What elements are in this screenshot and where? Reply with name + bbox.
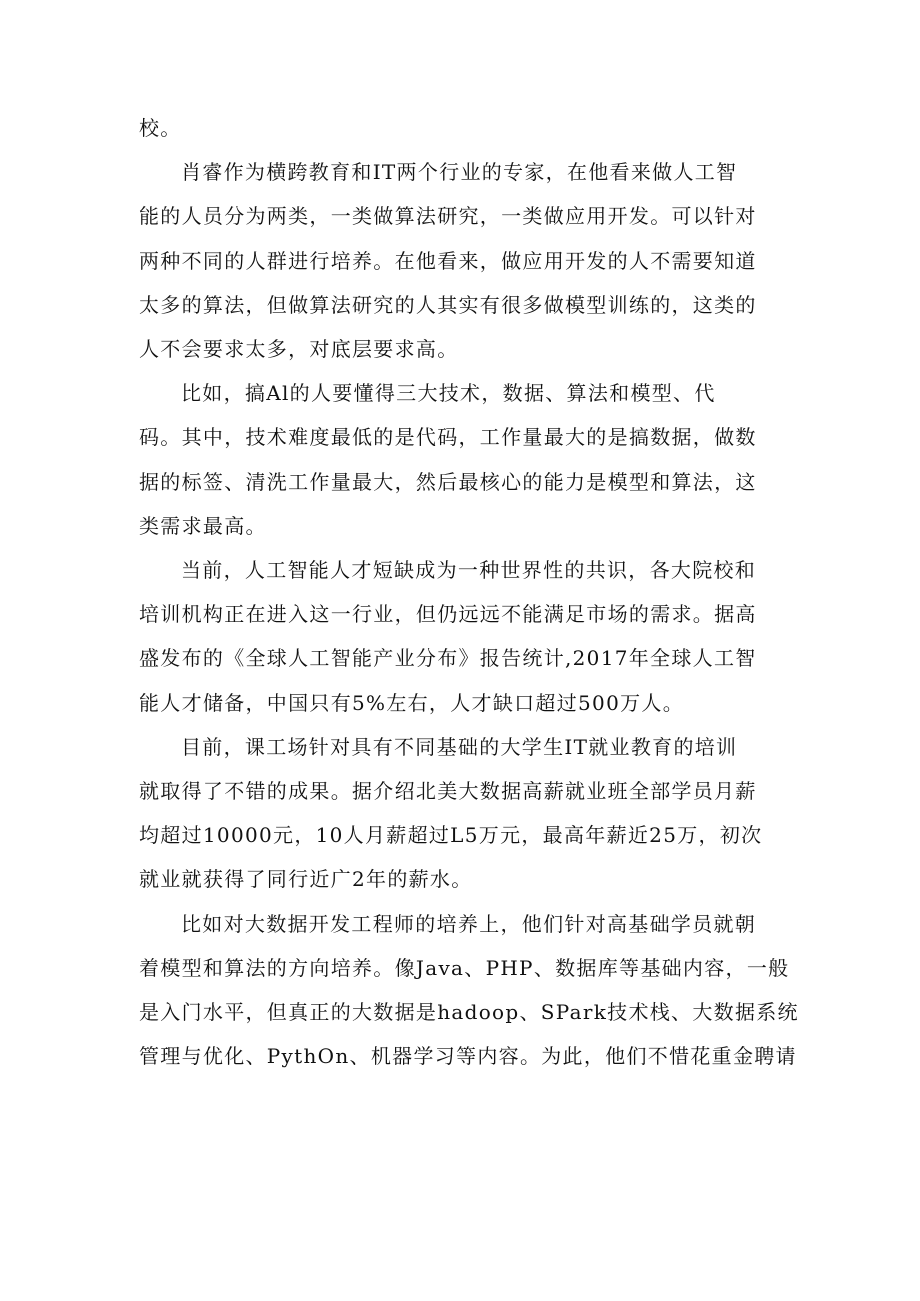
text-line: 就取得了不错的成果。据介绍北美大数据高薪就业班全部学员月薪 bbox=[139, 779, 757, 804]
text-line: 人不会要求太多，对底层要求高。 bbox=[139, 337, 459, 362]
text-line: 肖睿作为横跨教育和IT两个行业的专家，在他看来做人工智 bbox=[181, 160, 738, 185]
text-line: 比如，搞Al的人要懂得三大技术，数据、算法和模型、代 bbox=[181, 381, 716, 406]
text-line: 两种不同的人群进行培养。在他看来，做应用开发的人不需要知道 bbox=[139, 248, 757, 273]
paragraph bbox=[139, 725, 781, 902]
text-line: 能人才储备，中国只有5%左右，人才缺口超过500万人。 bbox=[139, 690, 685, 715]
paragraph bbox=[139, 150, 781, 371]
text-line: 码。其中，技术难度最低的是代码，工作量最大的是搞数据，做数 bbox=[139, 425, 757, 450]
text-line: 均超过10000元，10人月薪超过L5万元，最高年薪近25万，初次 bbox=[139, 823, 763, 848]
text-line: 类需求最高。 bbox=[139, 513, 267, 538]
document-body bbox=[139, 106, 799, 1078]
text-line: 培训机构正在进入这一行业，但仍远远不能满足市场的需求。据高 bbox=[139, 602, 757, 627]
text-line: 当前，人工智能人才短缺成为一种世界性的共识，各大院校和 bbox=[181, 558, 757, 583]
text-line: 据的标签、清洗工作量最大，然后最核心的能力是模型和算法，这 bbox=[139, 469, 757, 494]
paragraph bbox=[139, 548, 781, 725]
text-line: 着模型和算法的方向培养。像Java、PHP、数据库等基础内容，一般 bbox=[139, 955, 790, 980]
paragraph bbox=[139, 106, 781, 150]
text-line: 能的人员分为两类，一类做算法研究，一类做应用开发。可以针对 bbox=[139, 204, 757, 229]
paragraph bbox=[139, 902, 799, 1079]
text-line: 校。 bbox=[139, 116, 182, 140]
text-line: 比如对大数据开发工程师的培养上，他们针对高基础学员就朝 bbox=[181, 911, 757, 936]
text-line: 太多的算法，但做算法研究的人其实有很多做模型训练的，这类的 bbox=[139, 292, 757, 317]
paragraph bbox=[139, 371, 781, 548]
text-line: 是入门水平，但真正的大数据是hadoop、SPark技术栈、大数据系统 bbox=[139, 1000, 799, 1025]
text-line: 盛发布的《全球人工智能产业分布》报告统计,2017年全球人工智 bbox=[139, 646, 757, 671]
text-line: 就业就获得了同行近广2年的薪水。 bbox=[139, 867, 473, 892]
text-line: 管理与优化、PythOn、机器学习等内容。为此，他们不惜花重金聘请 bbox=[139, 1044, 797, 1069]
text-line: 目前，课工场针对具有不同基础的大学生IT就业教育的培训 bbox=[181, 734, 738, 759]
